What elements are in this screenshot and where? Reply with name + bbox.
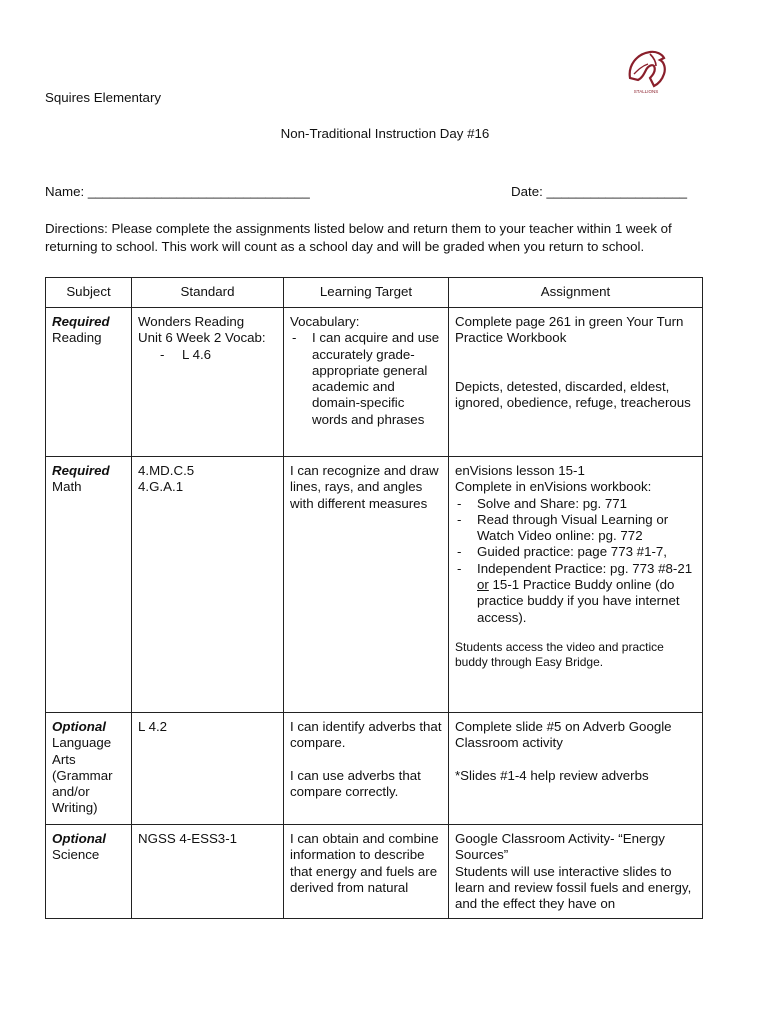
list-item: - I can acquire and use accurately grade-appropriate general academic and domain-specific words and phrases (290, 330, 442, 428)
subject-cell (46, 308, 132, 457)
subject-label: Language Arts (Grammar and/or Writing) (52, 735, 113, 816)
header-standard: Standard (132, 278, 284, 308)
status-label: Required (52, 463, 110, 478)
assignment-text: Complete in enVisions workbook: (455, 479, 652, 495)
target-text: I can recognize and draw lines, rays, and angles with different measures (290, 463, 439, 511)
status-label: Optional (52, 719, 106, 734)
assignment-cell (449, 825, 703, 919)
subject-label: Math (52, 479, 82, 495)
standard-cell (132, 713, 284, 825)
assignment-text: Complete page 261 in green Your Turn Practice Workbook (455, 314, 684, 346)
assignment-cell (449, 308, 703, 457)
assignment-text: Depicts, detested, discarded, eldest, ignored, obedience, refuge, treacherous (455, 378, 691, 410)
list-item: - Solve and Share: pg. 771 (455, 496, 696, 512)
standard-cell (132, 457, 284, 713)
assignment-text: Complete slide #5 on Adverb Google Classroom activity (455, 719, 672, 751)
target-text: I can identify adverbs that compare. (290, 719, 442, 751)
header-learning-target: Learning Target (284, 278, 449, 308)
assignment-list (455, 496, 696, 626)
list-item (455, 561, 696, 626)
target-title: Vocabulary: (290, 314, 360, 329)
standard-cell (132, 825, 284, 919)
table-header-row (46, 278, 703, 308)
table-row-science (46, 825, 703, 919)
stallions-logo-icon (620, 44, 672, 96)
list-item: - Guided practice: page 773 #1-7, (455, 544, 696, 560)
page-title: Non-Traditional Instruction Day #16 (280, 126, 490, 141)
item-text: Independent Practice: pg. 773 #8-21 (477, 560, 693, 576)
target-text: I can use adverbs that compare correctly. (290, 767, 421, 799)
header-assignment: Assignment (449, 278, 703, 308)
standard-text: NGSS 4-ESS3-1 (138, 831, 238, 846)
target-cell (284, 457, 449, 713)
item-text: 15-1 Practice Buddy online (do practice buddy if you have internet access). (477, 577, 680, 625)
table-row-math (46, 457, 703, 713)
assignment-text: *Slides #1-4 help review adverbs (455, 767, 649, 783)
table-row-reading (46, 308, 703, 457)
list-item: - L 4.6 (138, 347, 277, 363)
target-cell (284, 308, 449, 457)
status-label: Required (52, 314, 110, 329)
assignments-table (45, 277, 703, 919)
name-field[interactable]: Name: ______________________________ (45, 184, 310, 199)
target-cell (284, 825, 449, 919)
assignment-text: Google Classroom Activity- “Energy Sources” (455, 831, 665, 863)
table-row-language (46, 713, 703, 825)
note-text: Students access the video and practice buddy through Easy Bridge. (455, 639, 664, 670)
directions-text: Directions: Please complete the assignments listed below and return them to your teacher within 1 week of returning to school. This work will count as a school day and will be graded when you return to school. (45, 221, 672, 254)
subject-cell (46, 457, 132, 713)
subject-cell (46, 825, 132, 919)
standard-text: Unit 6 Week 2 Vocab: (138, 330, 266, 346)
target-cell (284, 713, 449, 825)
item-text-or: or (477, 577, 489, 593)
assignment-cell (449, 713, 703, 825)
assignment-text: enVisions lesson 15-1 (455, 463, 585, 478)
subject-label: Reading (52, 330, 102, 346)
subject-cell (46, 713, 132, 825)
status-label: Optional (52, 831, 106, 846)
date-field[interactable]: Date: ___________________ (511, 184, 687, 199)
assignment-cell (449, 457, 703, 713)
school-name: Squires Elementary (45, 90, 162, 105)
target-list (290, 330, 442, 428)
header-subject: Subject (46, 278, 132, 308)
standard-text: Wonders Reading (138, 314, 245, 329)
standard-text: L 4.2 (138, 719, 168, 734)
assignment-text: Students will use interactive slides to learn and review fossil fuels and energy, and the effect they have on (455, 863, 692, 912)
list-item: - Read through Visual Learning or Watch Video online: pg. 772 (455, 512, 696, 545)
standard-text: 4.G.A.1 (138, 479, 184, 495)
standard-list (138, 347, 277, 363)
target-text: I can obtain and combine information to describe that energy and fuels are derived from natural (290, 831, 439, 895)
subject-label: Science (52, 847, 100, 863)
svg-text:STALLIONS: STALLIONS (633, 89, 659, 94)
standard-text: 4.MD.C.5 (138, 463, 195, 478)
standard-cell (132, 308, 284, 457)
